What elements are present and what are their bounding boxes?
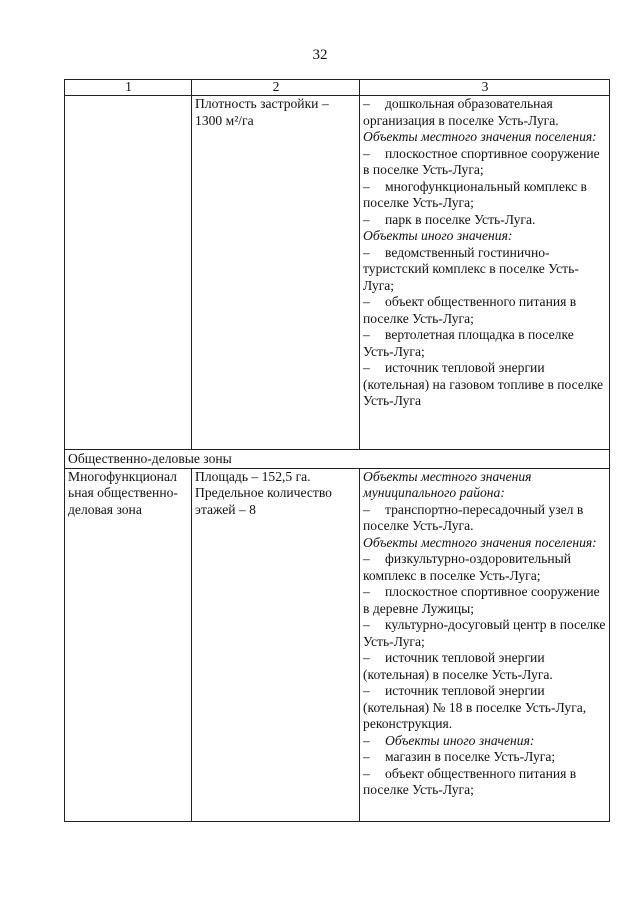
list-item xyxy=(363,294,607,327)
list-item xyxy=(363,96,607,129)
list-item xyxy=(363,360,607,410)
list-item-text: источник тепловой энергии (котельная) на газовом топливе в поселке Усть-Луга xyxy=(363,360,603,408)
header-cell-1: 1 xyxy=(65,80,192,96)
dash-marker: – xyxy=(363,749,370,764)
row2-zone-cell xyxy=(65,468,192,821)
table-row xyxy=(65,96,610,450)
dash-marker: – xyxy=(363,294,370,309)
dash-marker: – xyxy=(363,765,370,781)
page-number: 32 xyxy=(312,47,328,63)
row2-params-cell xyxy=(192,468,360,821)
param-line: Плотность застройки – xyxy=(195,96,329,111)
list-item-text: культурно-досуговый центр в поселке Усть-Луга; xyxy=(363,617,606,649)
list-item xyxy=(363,766,607,799)
dash-marker: – xyxy=(363,244,370,260)
list-item-text: объект общественного питания в поселке Усть-Луга; xyxy=(363,294,577,326)
list-item-text: физкультурно-оздоровительный комплекс в поселке Усть-Луга; xyxy=(363,551,572,583)
list-item xyxy=(363,683,607,733)
list-item xyxy=(363,502,607,535)
dash-marker: – xyxy=(363,145,370,161)
param-line: этажей – 8 xyxy=(195,501,256,517)
subheading: Объекты местного значения поселения: xyxy=(363,129,597,144)
list-item-text: дошкольная образовательная организация в поселке Усть-Луга. xyxy=(363,96,559,128)
list-item xyxy=(363,245,607,295)
row1-objects-cell xyxy=(360,96,610,450)
list-item xyxy=(363,733,607,750)
dash-marker: – xyxy=(363,732,370,748)
list-item-text: плоскостное спортивное сооружение в деревне Лужицы; xyxy=(363,584,600,616)
header-cell-2: 2 xyxy=(192,80,360,96)
section-title: Общественно-деловые зоны xyxy=(65,450,610,469)
list-item-text: источник тепловой энергии (котельная) № 18 в поселке Усть-Луга, реконструкция. xyxy=(363,683,587,731)
list-item xyxy=(363,146,607,179)
dash-marker: – xyxy=(363,211,370,227)
param-line: Предельное количество xyxy=(195,485,332,500)
list-item-text: многофункциональный комплекс в поселке Усть-Луга; xyxy=(363,178,587,210)
list-item xyxy=(363,179,607,212)
section-row xyxy=(65,450,610,469)
param-line: Площадь – 152,5 га. xyxy=(195,468,311,484)
table-header-row xyxy=(65,80,610,96)
dash-marker: – xyxy=(363,327,370,342)
list-item xyxy=(363,584,607,617)
dash-marker: – xyxy=(363,650,370,665)
dash-marker: – xyxy=(363,551,370,566)
dash-marker: – xyxy=(363,584,370,599)
list-item xyxy=(363,617,607,650)
dash-marker: – xyxy=(363,501,370,517)
row2-objects-cell xyxy=(360,468,610,821)
list-item xyxy=(363,551,607,584)
list-item-text: источник тепловой энергии (котельная) в поселке Усть-Луга. xyxy=(363,650,553,682)
zones-table xyxy=(64,79,610,822)
zone-name-line: деловая зона xyxy=(68,501,142,517)
list-item-text: плоскостное спортивное сооружение в поселке Усть-Луга; xyxy=(363,145,600,177)
dash-marker: – xyxy=(363,617,370,632)
list-item xyxy=(363,327,607,360)
dash-marker: – xyxy=(363,360,370,375)
list-item-text: ведомственный гостинично-туристский комплекс в поселке Усть-Луга; xyxy=(363,244,579,293)
row1-zone-cell xyxy=(65,96,192,450)
subheading: Объекты местного значения муниципального района: xyxy=(363,468,532,500)
dash-marker: – xyxy=(363,683,370,698)
param-line: 1300 м²/га xyxy=(195,112,254,128)
table-row xyxy=(65,468,610,821)
list-item xyxy=(363,749,607,766)
dash-marker: – xyxy=(363,178,370,194)
header-cell-3: 3 xyxy=(360,80,610,96)
zone-name-line: Многофункционал xyxy=(68,468,177,484)
dash-marker: – xyxy=(363,96,370,111)
list-item-text: транспортно-пересадочный узел в поселке Усть-Луга. xyxy=(363,501,584,533)
row1-params-cell xyxy=(192,96,360,450)
zone-name-line: ьная общественно- xyxy=(68,485,178,500)
list-item-text: парк в поселке Усть-Луга. xyxy=(385,211,536,227)
subheading: Объекты иного значения: xyxy=(363,228,513,243)
list-item xyxy=(363,650,607,683)
list-item xyxy=(363,212,607,229)
subheading: Объекты местного значения поселения: xyxy=(363,534,597,550)
list-item-text: Объекты иного значения: xyxy=(385,732,535,748)
list-item-text: объект общественного питания в поселке Усть-Луга; xyxy=(363,765,577,797)
list-item-text: вертолетная площадка в поселке Усть-Луга; xyxy=(363,327,574,359)
list-item-text: магазин в поселке Усть-Луга; xyxy=(385,749,556,764)
